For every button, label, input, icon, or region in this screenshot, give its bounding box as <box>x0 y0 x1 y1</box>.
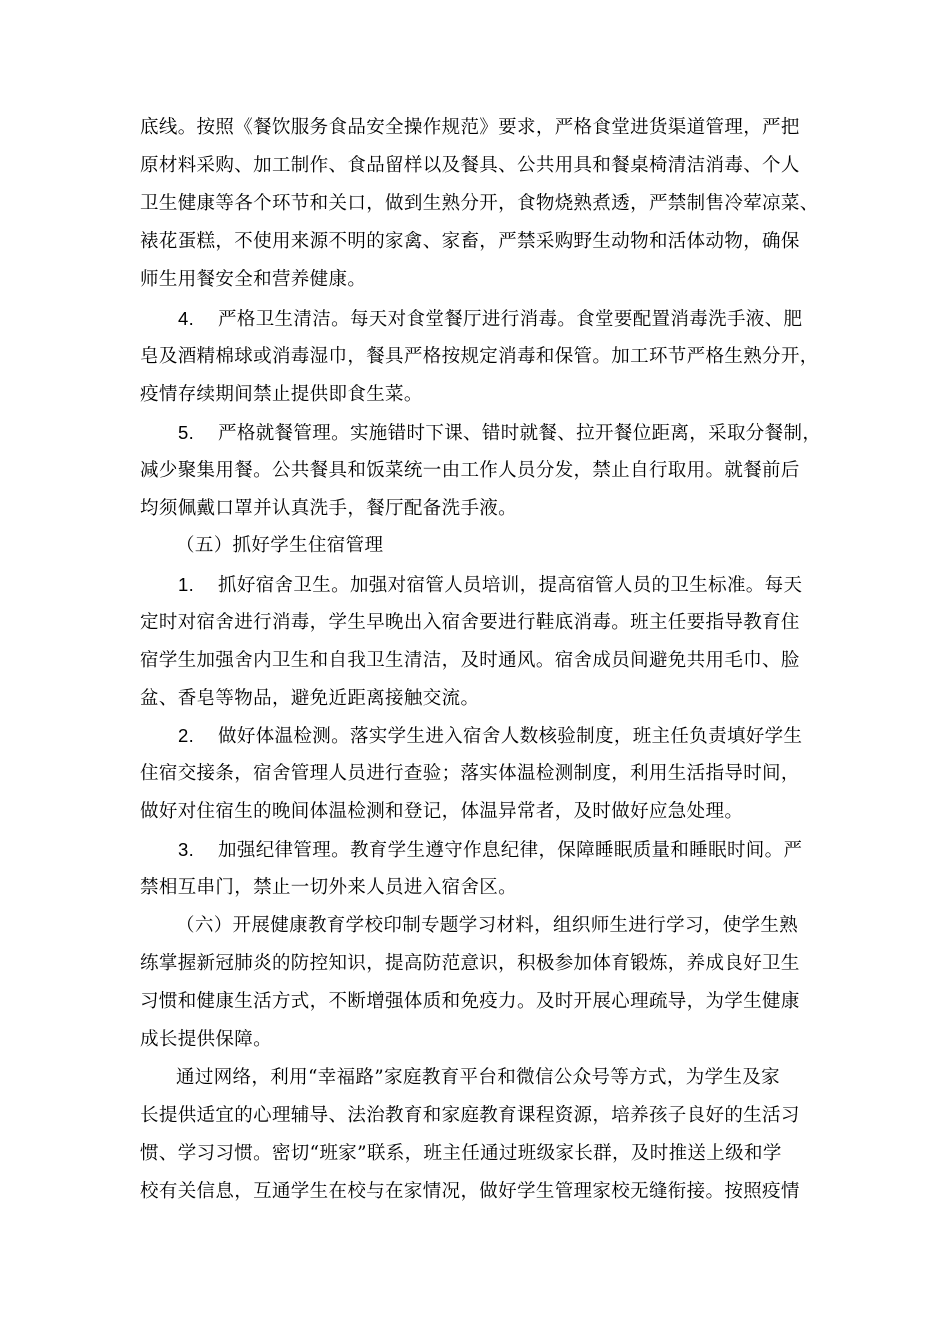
text-line: 宿学生加强舍内卫生和自我卫生清洁，及时通风。宿舍成员间避免共用毛巾、脸 <box>140 650 800 671</box>
list-number: 5. <box>178 422 195 443</box>
list-number: 4. <box>178 308 195 329</box>
section-six-health-education <box>140 907 830 1059</box>
text-run: 严格就餐管理。实施错时下课、错时就餐、拉开餐位距离，采取分餐制， <box>218 423 822 444</box>
paragraph-item-1 <box>140 566 830 718</box>
text-line <box>140 566 830 604</box>
text-line <box>140 831 830 869</box>
text-line: 长提供适宜的心理辅导、法治教育和家庭教育课程资源，培养孩子良好的生活习 <box>140 1105 800 1126</box>
paragraph-item-5 <box>140 414 830 528</box>
text-line: 底线。按照《餐饮服务食品安全操作规范》要求，严格食堂进货渠道管理，严把 <box>140 117 800 138</box>
text-line: 均须佩戴口罩并认真洗手，餐厅配备洗手液。 <box>140 498 518 519</box>
text-line: 通过网络，利用“幸福路”家庭教育平台和微信公众号等方式，为学生及家 <box>176 1067 780 1088</box>
text-line <box>140 414 830 452</box>
text-line: 校有关信息，互通学生在校与在家情况，做好学生管理家校无缝衔接。按照疫情 <box>140 1181 800 1202</box>
list-number: 1. <box>178 574 195 595</box>
text-run: 做好体温检测。落实学生进入宿舍人数核验制度，班主任负责填好学生 <box>218 726 803 747</box>
paragraph-online-support <box>140 1059 830 1211</box>
paragraph-food-safety-continued <box>140 109 830 299</box>
text-line: （六）开展健康教育学校印制专题学习材料，组织师生进行学习，使学生熟 <box>176 915 799 936</box>
list-number: 2. <box>178 725 195 746</box>
text-run: 抓好宿舍卫生。加强对宿管人员培训，提高宿管人员的卫生标准。每天 <box>218 575 803 596</box>
text-line: 习惯和健康生活方式，不断增强体质和免疫力。及时开展心理疏导，为学生健康 <box>140 991 800 1012</box>
text-line: 练掌握新冠肺炎的防控知识，提高防范意识，积极参加体育锻炼，养成良好卫生 <box>140 953 800 974</box>
text-line: 惯、学习习惯。密切“班家”联系，班主任通过班级家长群，及时推送上级和学 <box>140 1143 782 1164</box>
paragraph-item-3 <box>140 831 830 907</box>
paragraph-item-2 <box>140 717 830 831</box>
text-run: 加强纪律管理。教育学生遵守作息纪律，保障睡眠质量和睡眠时间。严 <box>218 840 803 861</box>
text-line: 成长提供保障。 <box>140 1029 272 1050</box>
text-line: 禁相互串门，禁止一切外来人员进入宿舍区。 <box>140 877 518 898</box>
text-line <box>140 300 830 338</box>
text-line: 减少聚集用餐。公共餐具和饭菜统一由工作人员分发，禁止自行取用。就餐前后 <box>140 460 800 481</box>
text-line: 师生用餐安全和营养健康。 <box>140 269 367 290</box>
heading-text: （五）抓好学生住宿管理 <box>176 535 384 556</box>
text-line: 卫生健康等各个环节和关口，做到生熟分开，食物烧熟煮透，严禁制售冷荤凉菜、 <box>140 193 819 214</box>
text-line: 做好对住宿生的晚间体温检测和登记，体温异常者，及时做好应急处理。 <box>140 801 744 822</box>
text-line: 住宿交接条，宿舍管理人员进行查验；落实体温检测制度，利用生活指导时间， <box>140 763 800 784</box>
text-line: 原材料采购、加工制作、食品留样以及餐具、公共用具和餐桌椅清洁消毒、个人 <box>140 155 800 176</box>
text-line: 定时对宿舍进行消毒，学生早晚出入宿舍要进行鞋底消毒。班主任要指导教育住 <box>140 612 800 633</box>
text-run: 严格卫生清洁。每天对食堂餐厅进行消毒。食堂要配置消毒洗手液、肥 <box>218 309 803 330</box>
text-line: 盆、香皂等物品，避免近距离接触交流。 <box>140 688 480 709</box>
section-heading-five <box>140 527 830 565</box>
paragraph-item-4 <box>140 300 830 414</box>
text-line <box>140 717 830 755</box>
list-number: 3. <box>178 839 195 860</box>
text-line: 皂及酒精棉球或消毒湿巾，餐具严格按规定消毒和保管。加工环节严格生熟分开， <box>140 346 819 367</box>
text-line: 裱花蛋糕，不使用来源不明的家禽、家畜，严禁采购野生动物和活体动物，确保 <box>140 231 800 252</box>
text-line: 疫情存续期间禁止提供即食生菜。 <box>140 384 423 405</box>
